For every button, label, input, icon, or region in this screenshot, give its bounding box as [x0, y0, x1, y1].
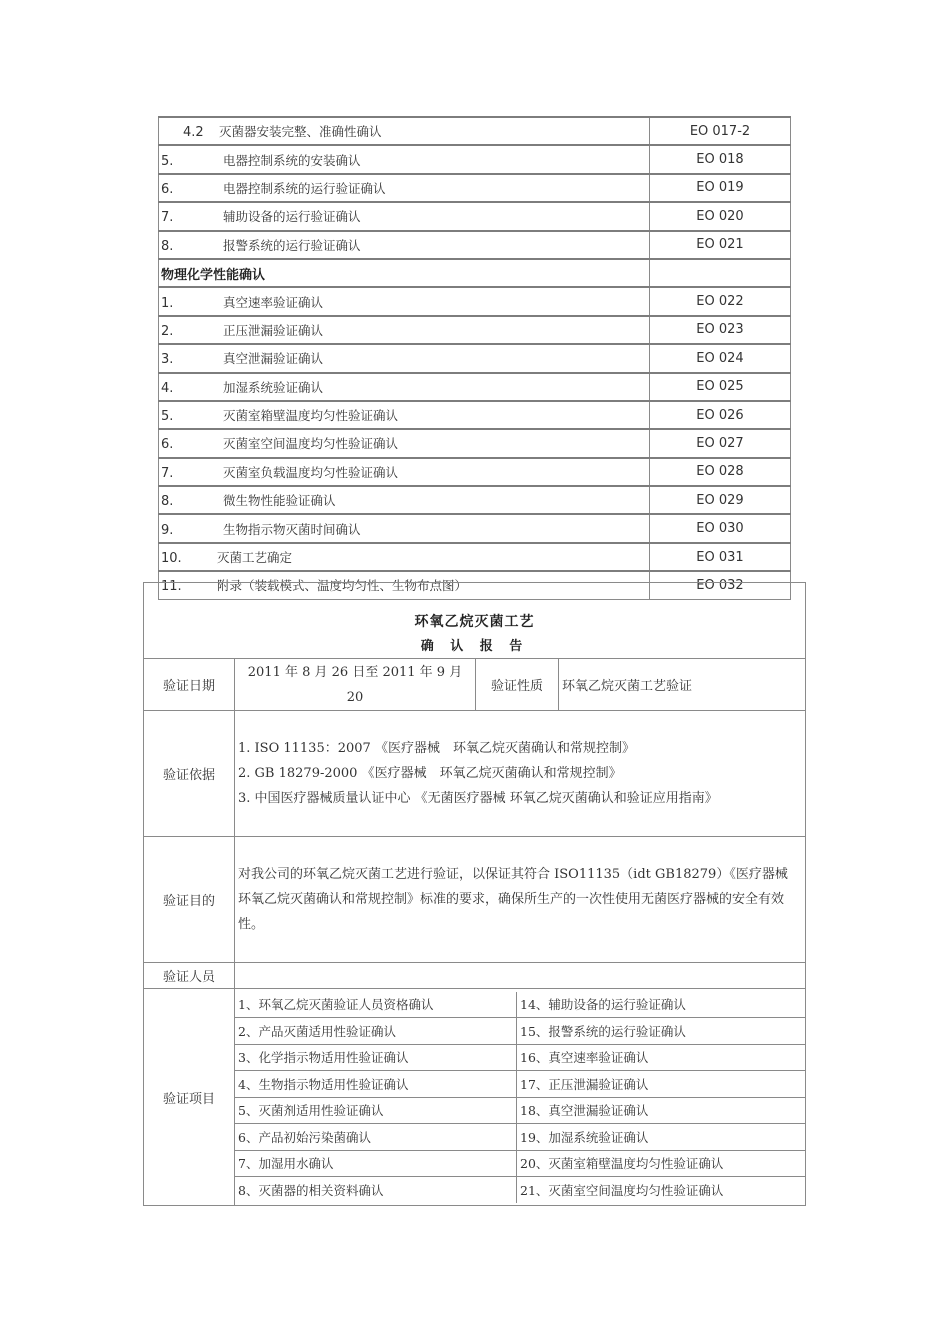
- item-number: 7.: [161, 210, 174, 226]
- basis-list: [235, 711, 806, 837]
- project-row: [235, 1097, 805, 1124]
- item-text: 报警系统的运行验证确认: [223, 237, 361, 253]
- item-text: 真空泄漏验证确认: [223, 351, 324, 367]
- item-text: 灭菌室箱壁温度均匀性验证确认: [223, 408, 399, 424]
- items-grid: [235, 992, 805, 1203]
- project-item-right: 18、真空泄漏验证确认: [517, 1097, 806, 1124]
- index-table: [158, 116, 791, 600]
- index-row: [159, 145, 791, 173]
- index-item-cell: [159, 514, 650, 542]
- item-text: 灭菌室空间温度均匀性验证确认: [223, 436, 399, 452]
- item-code: EO 021: [650, 231, 791, 259]
- project-row: [235, 992, 805, 1018]
- item-text: 电器控制系统的运行验证确认: [223, 180, 386, 196]
- item-code: [650, 259, 791, 287]
- item-text: 加湿系统验证确认: [223, 379, 324, 395]
- item-text: 灭菌器安装完整、准确性确认: [219, 124, 382, 140]
- item-code: EO 028: [650, 458, 791, 486]
- index-row: [159, 543, 791, 571]
- index-row: [159, 316, 791, 344]
- item-code: EO 017-2: [650, 117, 791, 145]
- item-text: 辅助设备的运行验证确认: [223, 209, 361, 225]
- index-item-cell: [159, 287, 650, 315]
- project-item-left: 7、加湿用水确认: [235, 1150, 517, 1177]
- index-row: [159, 174, 791, 202]
- index-row: [159, 344, 791, 372]
- date-label: 验证日期: [144, 659, 235, 711]
- index-row: [159, 202, 791, 230]
- item-number: 8.: [161, 494, 174, 510]
- project-item-left: 3、化学指示物适用性验证确认: [235, 1044, 517, 1071]
- index-row: [159, 458, 791, 486]
- project-item-left: 6、产品初始污染菌确认: [235, 1124, 517, 1151]
- index-item-cell: [159, 117, 650, 145]
- item-number: 2.: [161, 323, 174, 339]
- item-text: 微生物性能验证确认: [223, 493, 336, 509]
- item-code: EO 032: [650, 571, 791, 599]
- index-item-cell: [159, 259, 650, 287]
- item-code: EO 027: [650, 429, 791, 457]
- index-row: [159, 514, 791, 542]
- items-grid-cell: [235, 989, 806, 1206]
- index-row: [159, 373, 791, 401]
- project-row: [235, 1071, 805, 1098]
- project-item-left: 5、灭菌剂适用性验证确认: [235, 1097, 517, 1124]
- index-item-cell: [159, 543, 650, 571]
- item-code: EO 020: [650, 202, 791, 230]
- index-item-cell: [159, 316, 650, 344]
- item-code: EO 022: [650, 287, 791, 315]
- item-code: EO 023: [650, 316, 791, 344]
- project-item-right: 15、报警系统的运行验证确认: [517, 1018, 806, 1045]
- project-row: [235, 1124, 805, 1151]
- item-number: 3.: [161, 352, 174, 368]
- purpose-text: 对我公司的环氧乙烷灭菌工艺进行验证，以保证其符合 ISO11135（idt GB18279）《医疗器械 环氧乙烷灭菌确认和常规控制》标准的要求，确保所生产的一次性使用无菌医疗器械的安全有效性。: [235, 837, 806, 963]
- report-title-cell: [144, 583, 806, 659]
- project-row: [235, 1150, 805, 1177]
- item-code: EO 029: [650, 486, 791, 514]
- item-code: EO 024: [650, 344, 791, 372]
- index-item-cell: [159, 344, 650, 372]
- item-text: 真空速率验证确认: [223, 294, 324, 310]
- index-item-cell: [159, 145, 650, 173]
- item-code: EO 025: [650, 373, 791, 401]
- index-row: [159, 486, 791, 514]
- project-item-right: 19、加湿系统验证确认: [517, 1124, 806, 1151]
- item-text: 灭菌室负载温度均匀性验证确认: [223, 464, 399, 480]
- report-table: [143, 582, 806, 1206]
- project-item-left: 4、生物指示物适用性验证确认: [235, 1071, 517, 1098]
- index-row: [159, 231, 791, 259]
- index-row: [159, 259, 791, 287]
- item-number: 5.: [161, 409, 174, 425]
- items-label: [144, 989, 235, 1206]
- report-title: 环氧乙烷灭菌工艺: [414, 614, 535, 630]
- item-number: 11.: [161, 579, 182, 595]
- item-code: EO 019: [650, 174, 791, 202]
- report-subtitle: 确 认 报 告: [420, 639, 529, 654]
- item-code: EO 031: [650, 543, 791, 571]
- index-item-cell: [159, 429, 650, 457]
- item-number: 7.: [161, 465, 174, 481]
- basis-item: 2. GB 18279-2000 《医疗器械 环氧乙烷灭菌确认和常规控制》: [238, 766, 622, 781]
- item-number: 9.: [161, 522, 174, 538]
- nature-value: 环氧乙烷灭菌工艺验证: [559, 659, 806, 711]
- project-item-right: 17、正压泄漏验证确认: [517, 1071, 806, 1098]
- index-row: [159, 287, 791, 315]
- index-row: [159, 117, 791, 145]
- personnel-value: [235, 963, 806, 989]
- item-number: 1.: [161, 295, 174, 311]
- project-item-right: 20、灭菌室箱壁温度均匀性验证确认: [517, 1150, 806, 1177]
- basis-label: 验证依据: [144, 711, 235, 837]
- project-item-left: 8、灭菌器的相关资料确认: [235, 1177, 517, 1203]
- project-row: [235, 1018, 805, 1045]
- index-row: [159, 429, 791, 457]
- item-code: EO 026: [650, 401, 791, 429]
- project-row: [235, 1044, 805, 1071]
- item-text: 生物指示物灭菌时间确认: [223, 521, 361, 537]
- basis-item: 3. 中国医疗器械质量认证中心 《无菌医疗器械 环氧乙烷灭菌确认和验证应用指南》: [238, 791, 718, 806]
- project-item-right: 14、辅助设备的运行验证确认: [517, 992, 806, 1018]
- index-item-cell: [159, 401, 650, 429]
- section-heading: 物理化学性能确认: [161, 267, 266, 283]
- item-number: 4.: [161, 380, 174, 396]
- purpose-label: 验证目的: [144, 837, 235, 963]
- index-row: [159, 401, 791, 429]
- item-number: 8.: [161, 238, 174, 254]
- item-number: 6.: [161, 437, 174, 453]
- index-item-cell: [159, 174, 650, 202]
- item-number: 6.: [161, 181, 174, 197]
- item-code: EO 030: [650, 514, 791, 542]
- item-text: 灭菌工艺确定: [217, 550, 293, 566]
- date-value: 2011 年 8 月 26 日至 2011 年 9 月 20: [235, 659, 476, 711]
- item-number: 5.: [161, 153, 174, 169]
- item-text: 附录（装载模式、温度均匀性、生物布点图）: [217, 578, 468, 594]
- item-number: 10.: [161, 551, 182, 567]
- items-label-text: 验证项目: [162, 1091, 215, 1107]
- item-number: 4.2: [183, 125, 204, 141]
- index-item-cell: [159, 373, 650, 401]
- index-item-cell: [159, 486, 650, 514]
- nature-label: 验证性质: [476, 659, 559, 711]
- item-text: 电器控制系统的安装确认: [223, 152, 361, 168]
- item-code: EO 018: [650, 145, 791, 173]
- item-text: 正压泄漏验证确认: [223, 322, 324, 338]
- project-row: [235, 1177, 805, 1203]
- index-item-cell: [159, 202, 650, 230]
- project-item-right: 21、灭菌室空间温度均匀性验证确认: [517, 1177, 806, 1203]
- index-item-cell: [159, 458, 650, 486]
- project-item-left: 2、产品灭菌适用性验证确认: [235, 1018, 517, 1045]
- project-item-right: 16、真空速率验证确认: [517, 1044, 806, 1071]
- project-item-left: 1、环氧乙烷灭菌验证人员资格确认: [235, 992, 517, 1018]
- personnel-label: 验证人员: [144, 963, 235, 989]
- index-item-cell: [159, 231, 650, 259]
- basis-item: 1. ISO 11135：2007 《医疗器械 环氧乙烷灭菌确认和常规控制》: [238, 741, 635, 756]
